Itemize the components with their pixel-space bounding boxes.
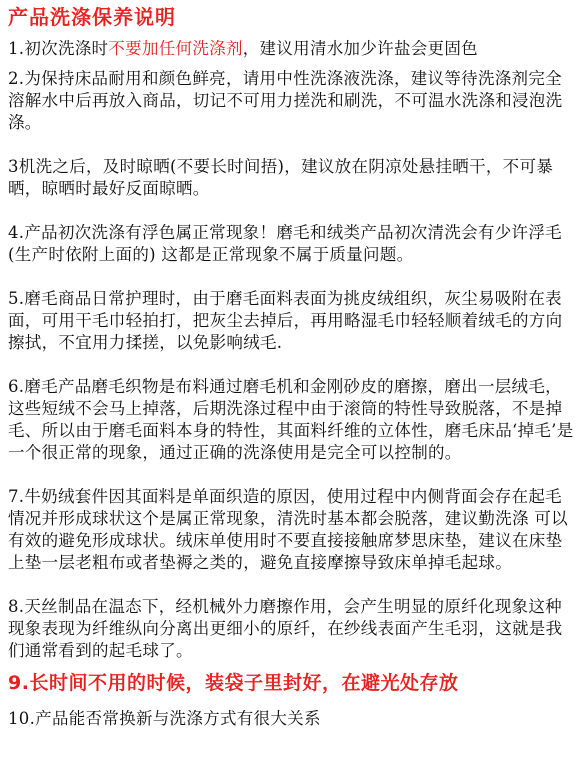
instruction-1-tail: ，建议用清水加少许盐会更固色 [242,39,478,58]
instruction-1-lead: 1.初次洗涤时 [8,39,109,58]
instruction-10: 10.产品能否常换新与洗涤方式有很大关系 [8,709,321,728]
instruction-4: 4.产品初次洗涤有浮色属正常现象！磨毛和绒类产品初次清洗会有少许浮毛(生产时依附上面的) 这都是正常现象不属于质量问题。 [8,223,562,264]
instruction-7: 7.牛奶绒套件因其面料是单面织造的原因，使用过程中内侧背面会存在起毛情况并形成球状这个是属正常现象，清洗时基本都会脱落，建议勤洗涤 可以有效的避免形成球状。绒床单使用时不要直接接触席梦思床垫，建议在床垫上垫一层老粗布或者垫褥之类的，避免直接摩擦导致床单掉毛起球。 [8,487,568,572]
page-title: 产品洗涤保养说明 [8,5,176,29]
instruction-1-highlight: 不要加任何洗涤剂 [108,39,243,58]
instruction-2: 2.为保持床品耐用和颜色鲜亮，请用中性洗涤液洗涤，建议等待洗涤剂完全溶解水中后再放入商品，切记不可用力搓洗和刷洗，不可温水洗涤和浸泡洗涤。 [8,69,563,132]
instruction-5: 5.磨毛商品日常护理时，由于磨毛面料表面为挑皮绒组织，灰尘易吸附在表面，可用干毛巾轻拍打，把灰尘去掉后，再用略湿毛巾轻轻顺着绒毛的方向擦拭，不宜用力揉搓，以免影响绒毛. [8,289,563,352]
instruction-9-highlight: 9.长时间不用的时候，装袋子里封好，在避光处存放 [8,672,459,694]
instruction-8: 8.天丝制品在温态下，经机械外力磨擦作用，会产生明显的原纤化现象这种现象表现为纤维纵向分离出更细小的原纤，在纱线表面产生毛羽，这就是我们通常看到的起毛球了。 [8,597,563,660]
instruction-6: 6.磨毛产品磨毛织物是布料通过磨毛机和金刚砂皮的磨擦，磨出一层绒毛，这些短绒不会马上掉落，后期洗涤过程中由于滚筒的特性导致脱落，不是掉毛、所以由于磨毛面料本身的特性，其面料纤维的立体性，磨毛床品‘掉毛’是一个很正常的现象，通过正确的洗涤使用是完全可以控制的。 [8,377,574,462]
instruction-1 [8,38,574,60]
instruction-3: 3机洗之后，及时晾晒(不要长时间捂)，建议放在阴凉处悬挂晒干，不可暴晒，晾晒时最好反面晾晒。 [8,157,554,198]
